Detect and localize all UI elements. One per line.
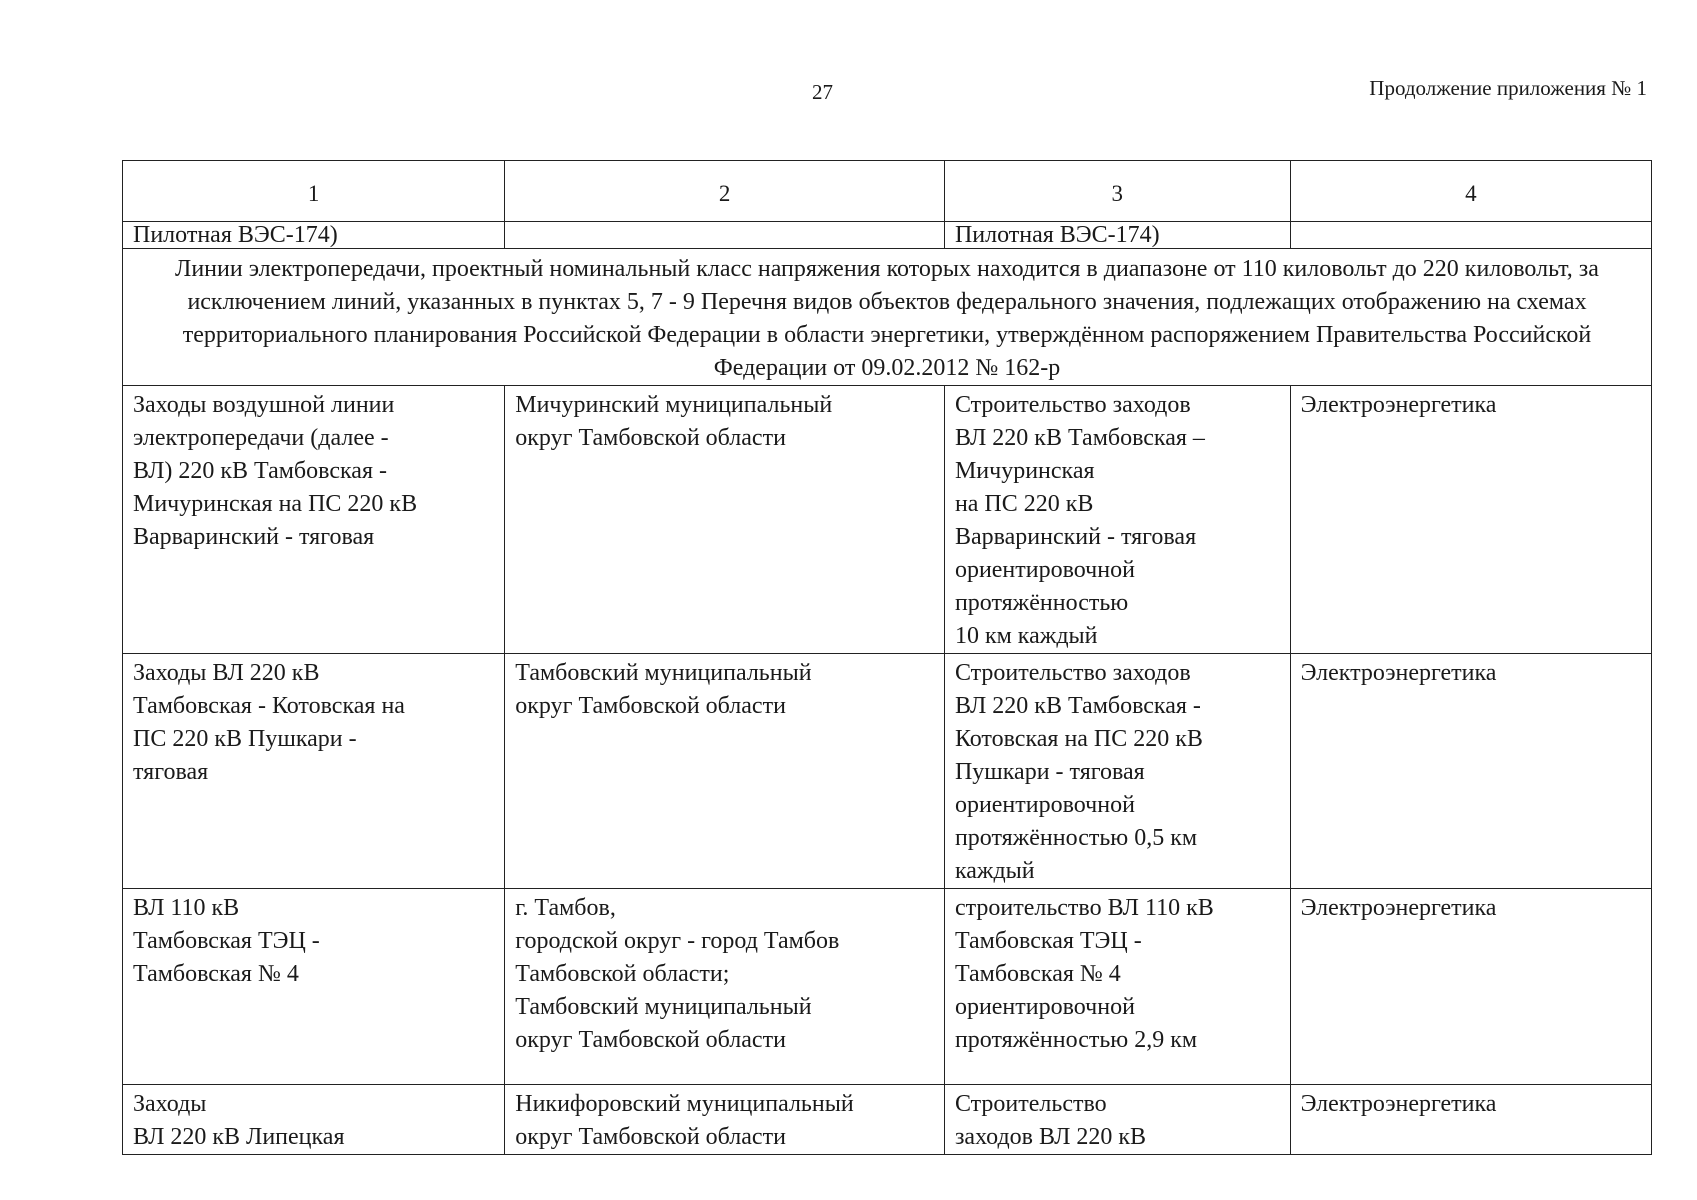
object-name-cell: Заходы ВЛ 220 кВ Тамбовская - Котовская на ПС 220 кВ Пушкари - тяговая (123, 654, 505, 889)
objects-table (122, 160, 1652, 1155)
purpose-cell: Электроэнергетика (1290, 1085, 1651, 1155)
description-cell: строительство ВЛ 110 кВ Тамбовская ТЭЦ - Тамбовская № 4 ориентировочной протяжённостью 2,9 км (944, 889, 1290, 1085)
location-cell: Никифоровский муниципальный округ Тамбовской области (505, 1085, 945, 1155)
table-header-row (123, 161, 1652, 222)
table-row (123, 889, 1652, 1085)
column-header-2: 2 (505, 161, 945, 222)
description-cell: Строительство заходов ВЛ 220 кВ (944, 1085, 1290, 1155)
continuation-row (123, 222, 1652, 249)
column-header-3: 3 (944, 161, 1290, 222)
purpose-cell: Электроэнергетика (1290, 889, 1651, 1085)
description-cell: Строительство заходов ВЛ 220 кВ Тамбовская - Котовская на ПС 220 кВ Пушкари - тяговая ориентировочной протяжённостью 0,5 км каждый (944, 654, 1290, 889)
column-header-1: 1 (123, 161, 505, 222)
continuation-cell-2 (505, 222, 945, 249)
description-cell: Строительство заходов ВЛ 220 кВ Тамбовская – Мичуринская на ПС 220 кВ Варваринский - тяговая ориентировочной протяжённостью 10 км каждый (944, 386, 1290, 654)
object-name-cell: Заходы воздушной линии электропередачи (далее - ВЛ) 220 кВ Тамбовская - Мичуринская на ПС 220 кВ Варваринский - тяговая (123, 386, 505, 654)
location-cell: Тамбовский муниципальный округ Тамбовской области (505, 654, 945, 889)
continuation-cell-3: Пилотная ВЭС-174) (944, 222, 1290, 249)
section-title: Линии электропередачи, проектный номинальный класс напряжения которых находится в диапазоне от 110 киловольт до 220 киловольт, за исключением линий, указанных в пунктах 5, 7 - 9 Перечня видов объектов федерального значения, подлежащих отображению на схемах территориального планирования Российской Федерации в области энергетики, утверждённом распоряжением Правительства Российской Федерации от 09.02.2012 № 162-р (123, 249, 1652, 386)
table-row (123, 1085, 1652, 1155)
section-title-row (123, 249, 1652, 386)
object-name-cell: ВЛ 110 кВ Тамбовская ТЭЦ - Тамбовская № 4 (123, 889, 505, 1085)
continuation-cell-1: Пилотная ВЭС-174) (123, 222, 505, 249)
page-number: 27 (812, 80, 833, 104)
annex-label: Продолжение приложения № 1 (1369, 76, 1647, 100)
object-name-cell: Заходы ВЛ 220 кВ Липецкая (123, 1085, 505, 1155)
location-cell: Мичуринский муниципальный округ Тамбовской области (505, 386, 945, 654)
column-header-4: 4 (1290, 161, 1651, 222)
continuation-cell-4 (1290, 222, 1651, 249)
purpose-cell: Электроэнергетика (1290, 654, 1651, 889)
purpose-cell: Электроэнергетика (1290, 386, 1651, 654)
location-cell: г. Тамбов, городской округ - город Тамбов Тамбовской области; Тамбовский муниципальный округ Тамбовской области (505, 889, 945, 1085)
table-row (123, 386, 1652, 654)
table-row (123, 654, 1652, 889)
